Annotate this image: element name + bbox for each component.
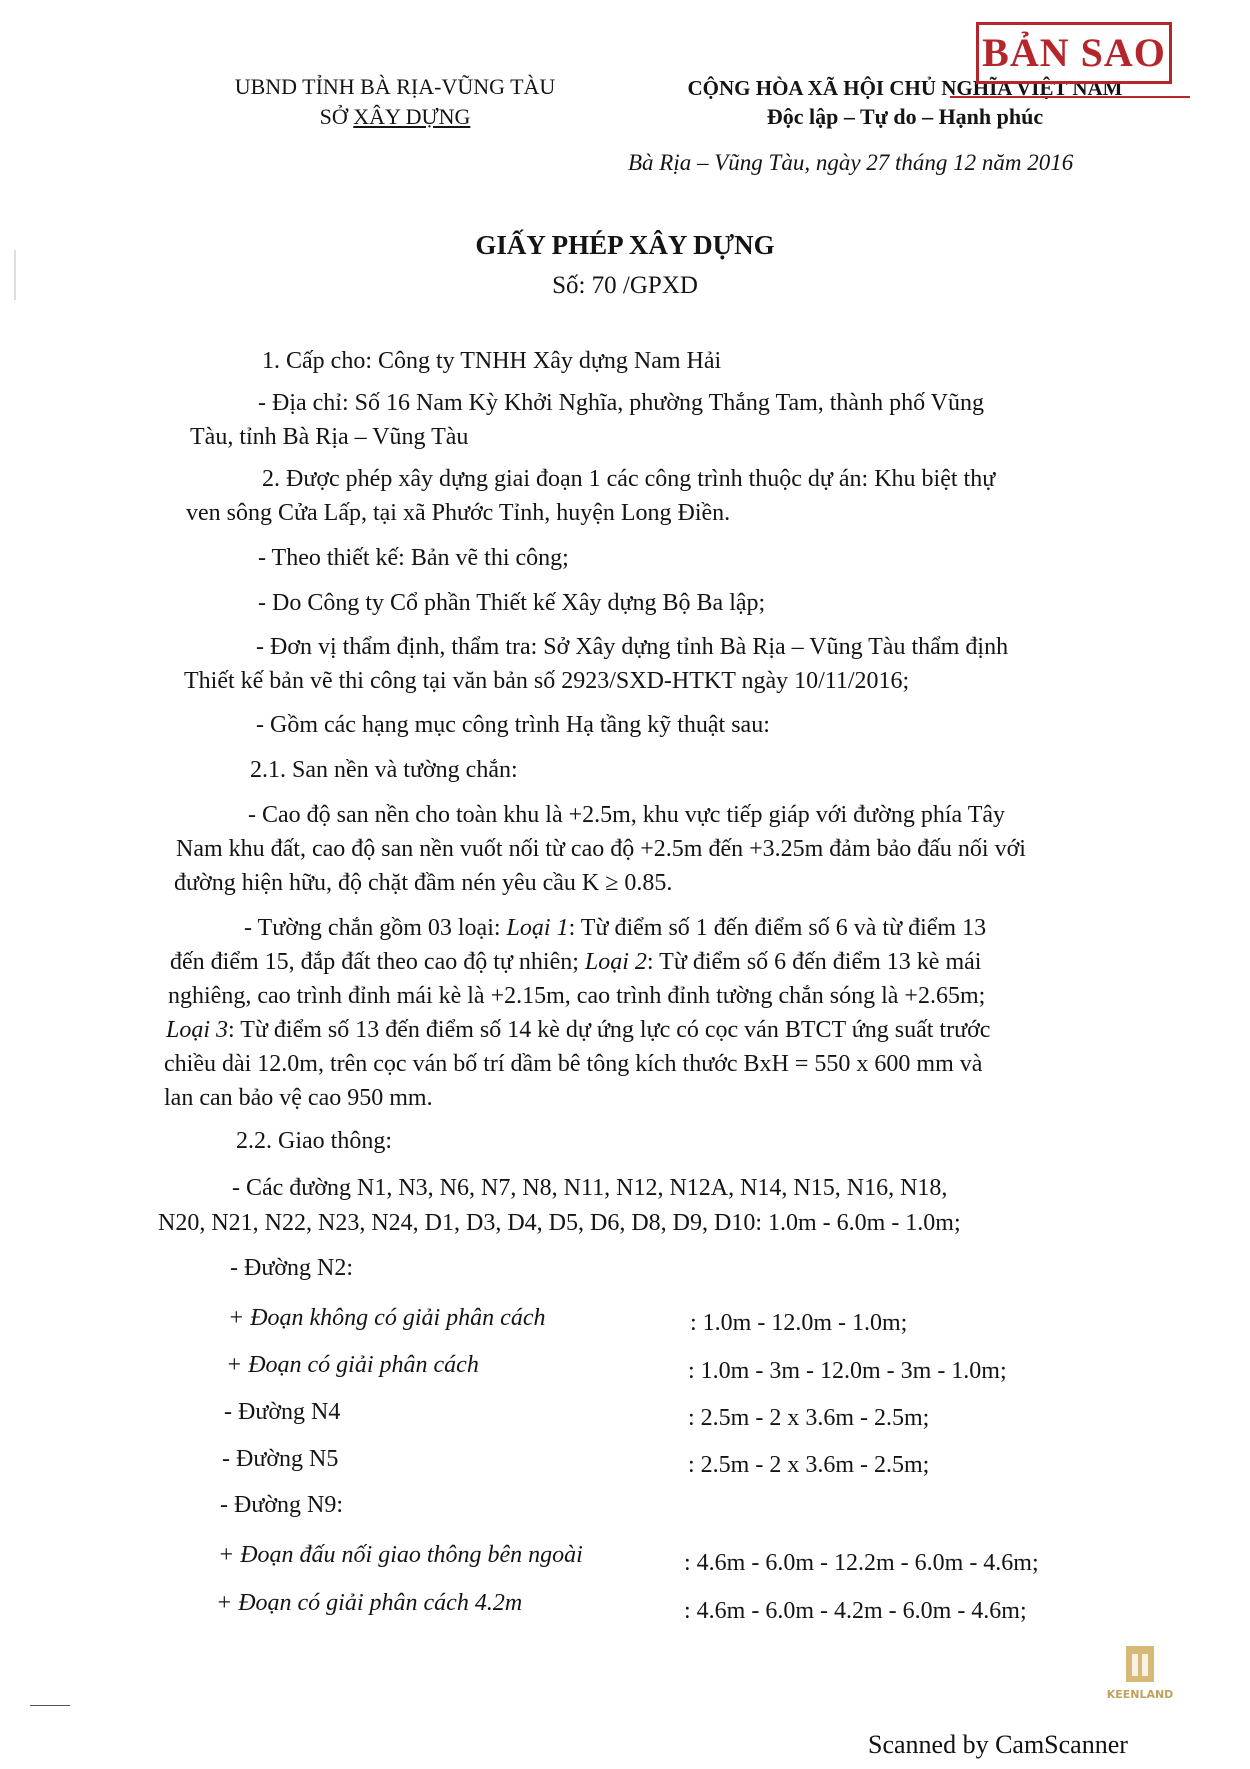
items-intro: - Gồm các hạng mục công trình Hạ tầng kỹ thuật sau: bbox=[256, 712, 770, 738]
appraisal-line2: Thiết kế bản vẽ thi công tại văn bản số 2923/SXD-HTKT ngày 10/11/2016; bbox=[184, 668, 910, 694]
issuing-authority: UBND TỈNH BÀ RỊA-VŨNG TÀU bbox=[234, 74, 556, 99]
roads-line2: N20, N21, N22, N23, N24, D1, D3, D4, D5, D6, D8, D9, D10: 1.0m - 6.0m - 1.0m; bbox=[158, 1210, 961, 1236]
stamp-underline bbox=[950, 96, 1190, 98]
issuing-department: SỞ XÂY DỰNG bbox=[319, 104, 471, 129]
road-value: : 4.6m - 6.0m - 12.2m - 6.0m - 4.6m; bbox=[684, 1550, 1039, 1576]
road-label: + Đoạn có giải phân cách 4.2m bbox=[216, 1590, 523, 1616]
road-label: + Đoạn không có giải phân cách bbox=[228, 1305, 546, 1331]
national-motto: Độc lập – Tự do – Hạnh phúc bbox=[766, 104, 1044, 129]
retaining-wall-line2: đến điểm 15, đắp đất theo cao độ tự nhiên; Loại 2: Từ điểm số 6 đến điểm 13 kè mái bbox=[170, 949, 982, 975]
retaining-wall-line1: - Tường chắn gồm 03 loại: Loại 1: Từ điểm số 1 đến điểm số 6 và từ điểm 13 bbox=[244, 915, 987, 941]
keenland-logo bbox=[1100, 1640, 1180, 1710]
road-label: + Đoạn có giải phân cách bbox=[226, 1352, 479, 1378]
road-label: - Đường N9: bbox=[220, 1492, 344, 1518]
document-title: GIẤY PHÉP XÂY DỰNG bbox=[475, 230, 775, 260]
road-label: - Đường N5 bbox=[222, 1446, 339, 1472]
road-value: : 1.0m - 12.0m - 1.0m; bbox=[690, 1310, 908, 1336]
road-value: : 2.5m - 2 x 3.6m - 2.5m; bbox=[688, 1452, 930, 1478]
section-2-2: 2.2. Giao thông: bbox=[236, 1128, 392, 1154]
designer: - Do Công ty Cổ phần Thiết kế Xây dựng Bộ Ba lập; bbox=[258, 590, 766, 616]
leveling-line1: - Cao độ san nền cho toàn khu là +2.5m, khu vực tiếp giáp với đường phía Tây bbox=[248, 802, 1006, 828]
retaining-wall-line6: lan can bảo vệ cao 950 mm. bbox=[164, 1085, 433, 1111]
permit-scope-line2: ven sông Cửa Lấp, tại xã Phước Tỉnh, huyện Long Điền. bbox=[186, 500, 731, 526]
leveling-line2: Nam khu đất, cao độ san nền vuốt nối từ cao độ +2.5m đến +3.25m đảm bảo đấu nối với bbox=[176, 836, 1026, 862]
road-label: - Đường N4 bbox=[224, 1399, 341, 1425]
national-title: CỘNG HÒA XÃ HỘI CHỦ NGHĨA VIỆT NAM bbox=[687, 76, 1123, 100]
retaining-wall-line5: chiều dài 12.0m, trên cọc ván bố trí dầm bê tông kích thước BxH = 550 x 600 mm và bbox=[164, 1051, 983, 1077]
retaining-wall-line4: Loại 3: Từ điểm số 13 đến điểm số 14 kè dự ứng lực có cọc ván BTCT ứng suất trước bbox=[166, 1017, 991, 1043]
permit-scope-line1: 2. Được phép xây dựng giai đoạn 1 các công trình thuộc dự án: Khu biệt thự bbox=[262, 466, 996, 492]
road-value: : 4.6m - 6.0m - 4.2m - 6.0m - 4.6m; bbox=[684, 1598, 1027, 1624]
section-2-1: 2.1. San nền và tường chắn: bbox=[250, 757, 518, 783]
document-number: Số: 70 /GPXD bbox=[552, 272, 698, 299]
retaining-wall-line3: nghiêng, cao trình đỉnh mái kè là +2.15m, cao trình đỉnh tường chắn sóng là +2.65m; bbox=[168, 983, 986, 1009]
scanner-watermark: Scanned by CamScanner bbox=[868, 1730, 1128, 1759]
road-value: : 1.0m - 3m - 12.0m - 3m - 1.0m; bbox=[688, 1358, 1007, 1384]
grantee: 1. Cấp cho: Công ty TNHH Xây dựng Nam Hải bbox=[262, 348, 722, 374]
svg-text:KEENLAND: KEENLAND bbox=[1106, 1688, 1174, 1701]
road-value: : 2.5m - 2 x 3.6m - 2.5m; bbox=[688, 1405, 930, 1431]
address-line1: - Địa chỉ: Số 16 Nam Kỳ Khởi Nghĩa, phường Thắng Tam, thành phố Vũng bbox=[258, 390, 984, 416]
leveling-line3: đường hiện hữu, độ chặt đầm nén yêu cầu K ≥ 0.85. bbox=[174, 870, 673, 896]
road-label: - Đường N2: bbox=[230, 1255, 354, 1281]
roads-line1: - Các đường N1, N3, N6, N7, N8, N11, N12, N12A, N14, N15, N16, N18, bbox=[232, 1175, 948, 1201]
appraisal-line1: - Đơn vị thẩm định, thẩm tra: Sở Xây dựng tỉnh Bà Rịa – Vũng Tàu thẩm định bbox=[256, 634, 1009, 660]
road-label: + Đoạn đấu nối giao thông bên ngoài bbox=[218, 1542, 583, 1568]
copy-stamp: BẢN SAO bbox=[976, 22, 1172, 84]
design-basis: - Theo thiết kế: Bản vẽ thi công; bbox=[258, 545, 569, 571]
scan-edge-mark bbox=[30, 1705, 70, 1706]
address-line2: Tàu, tỉnh Bà Rịa – Vũng Tàu bbox=[190, 424, 469, 450]
issue-date: Bà Rịa – Vũng Tàu, ngày 27 tháng 12 năm 2016 bbox=[628, 150, 1074, 175]
